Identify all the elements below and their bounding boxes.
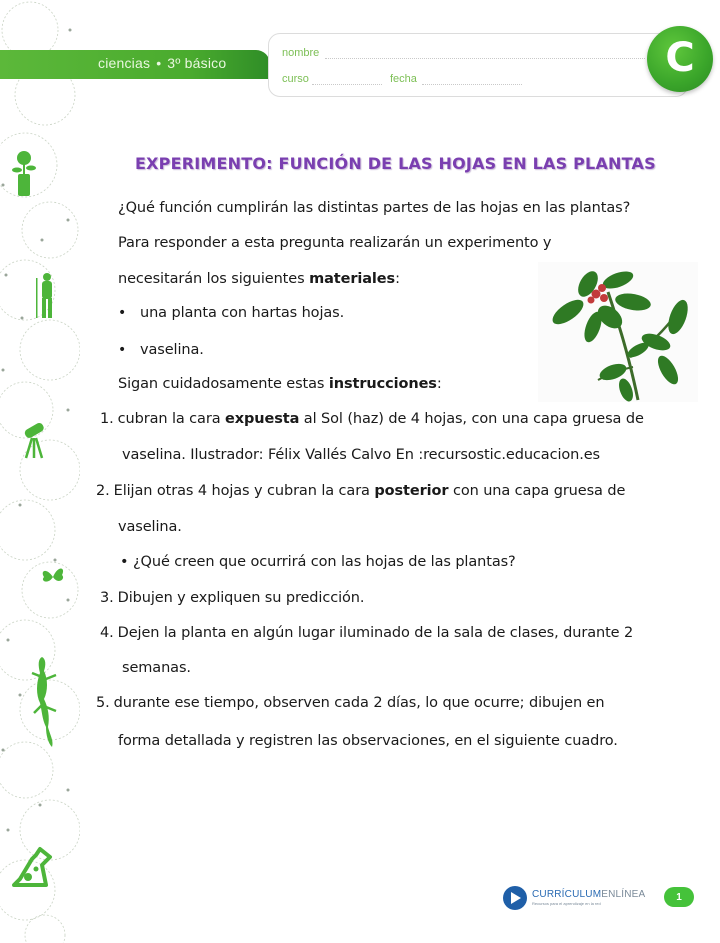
step-number: 4.: [100, 625, 114, 641]
material-item: [118, 342, 204, 358]
curriculum-enlinea-logo[interactable]: [503, 885, 653, 911]
material-text: vaselina.: [140, 342, 204, 358]
date-label: fecha: [390, 73, 417, 85]
logo-main-text: CURRÍCULUM: [532, 889, 602, 900]
step-text: con una capa gruesa de: [448, 483, 626, 499]
step-1-continued: vaselina. Ilustrador: Félix Vallés Calvo En :recursostic.educacion.es: [122, 447, 601, 463]
step-keyword: expuesta: [225, 411, 300, 427]
plant-pot-icon: [12, 150, 36, 198]
page-title: EXPERIMENTO: FUNCIÓN DE LAS HOJAS EN LAS PLANTAS: [135, 154, 656, 173]
step-text: al Sol (haz) de 4 hojas, con una capa gruesa de: [299, 411, 644, 427]
material-item: [118, 305, 344, 321]
step-5-continued: forma detallada y registren las observaciones, en el siguiente cuadro.: [118, 733, 618, 749]
butterfly-icon: [40, 563, 66, 589]
bullet-icon: •: [118, 342, 127, 358]
bullet-icon: •: [118, 305, 127, 321]
course-label: curso: [282, 73, 309, 85]
materials-intro-text: necesitarán los siguientes: [118, 271, 310, 287]
student-info-box: [268, 33, 688, 97]
step-4-continued: semanas.: [122, 660, 191, 676]
material-text: una planta con hartas hojas.: [140, 305, 345, 321]
telescope-icon: [20, 420, 48, 460]
materials-keyword: materiales: [309, 271, 396, 287]
step-text: durante ese tiempo, observen cada 2 días, lo que ocurre; dibujen en: [113, 695, 605, 711]
separator-dot: •: [156, 55, 162, 71]
play-arrow-icon: [503, 886, 527, 910]
step-text: cubran la cara: [117, 411, 225, 427]
step-number: 2.: [96, 483, 110, 499]
step-text: Dejen la planta en algún lugar iluminado de la sala de clases, durante 2: [117, 625, 634, 641]
step-number: 3.: [100, 590, 114, 606]
logo-tagline: Recursos para el aprendizaje en la red: [532, 901, 601, 906]
date-field[interactable]: [422, 84, 522, 85]
flask-icon: [10, 845, 58, 895]
grade-text: 3º básico: [167, 55, 227, 71]
explorer-figure-icon: [32, 272, 56, 320]
course-field[interactable]: [312, 84, 382, 85]
intro-question: ¿Qué función cumplirán las distintas partes de las hojas en las plantas?: [118, 200, 631, 216]
logo-en-text: ENLÍNEA: [601, 889, 646, 900]
subject-text: ciencias: [98, 55, 151, 71]
lizard-icon: [30, 655, 62, 750]
step-2-continued: vaselina.: [118, 519, 182, 535]
section-badge: [647, 26, 713, 92]
name-label: nombre: [282, 47, 320, 59]
prediction-question: • ¿Qué creen que ocurrirá con las hojas de las plantas?: [120, 554, 516, 570]
instructions-keyword: instrucciones: [328, 376, 437, 392]
step-text: Dibujen y expliquen su predicción.: [117, 590, 365, 606]
step-3: [100, 590, 364, 606]
subject-grade-label: [98, 55, 226, 75]
materials-intro: [118, 271, 400, 287]
step-keyword: posterior: [374, 483, 449, 499]
step-1: [100, 411, 644, 427]
plant-illustration: [538, 262, 698, 402]
step-number: 1.: [100, 411, 114, 427]
step-4: [100, 625, 633, 641]
step-2: [96, 483, 625, 499]
intro-text: Para responder a esta pregunta realizarán un experimento y: [118, 235, 552, 251]
badge-letter: C: [665, 35, 695, 81]
logo-wordmark: [532, 890, 645, 900]
colon: :: [395, 271, 400, 287]
step-5: [96, 695, 604, 711]
step-number: 5.: [96, 695, 110, 711]
step-text: Elijan otras 4 hojas y cubran la cara: [113, 483, 375, 499]
instructions-intro: [118, 376, 442, 392]
decorative-border: [0, 0, 80, 943]
page-number: 1: [664, 887, 694, 907]
colon: :: [436, 376, 442, 392]
name-field[interactable]: [325, 58, 645, 59]
instructions-intro-text: Sigan cuidadosamente estas: [118, 376, 329, 392]
